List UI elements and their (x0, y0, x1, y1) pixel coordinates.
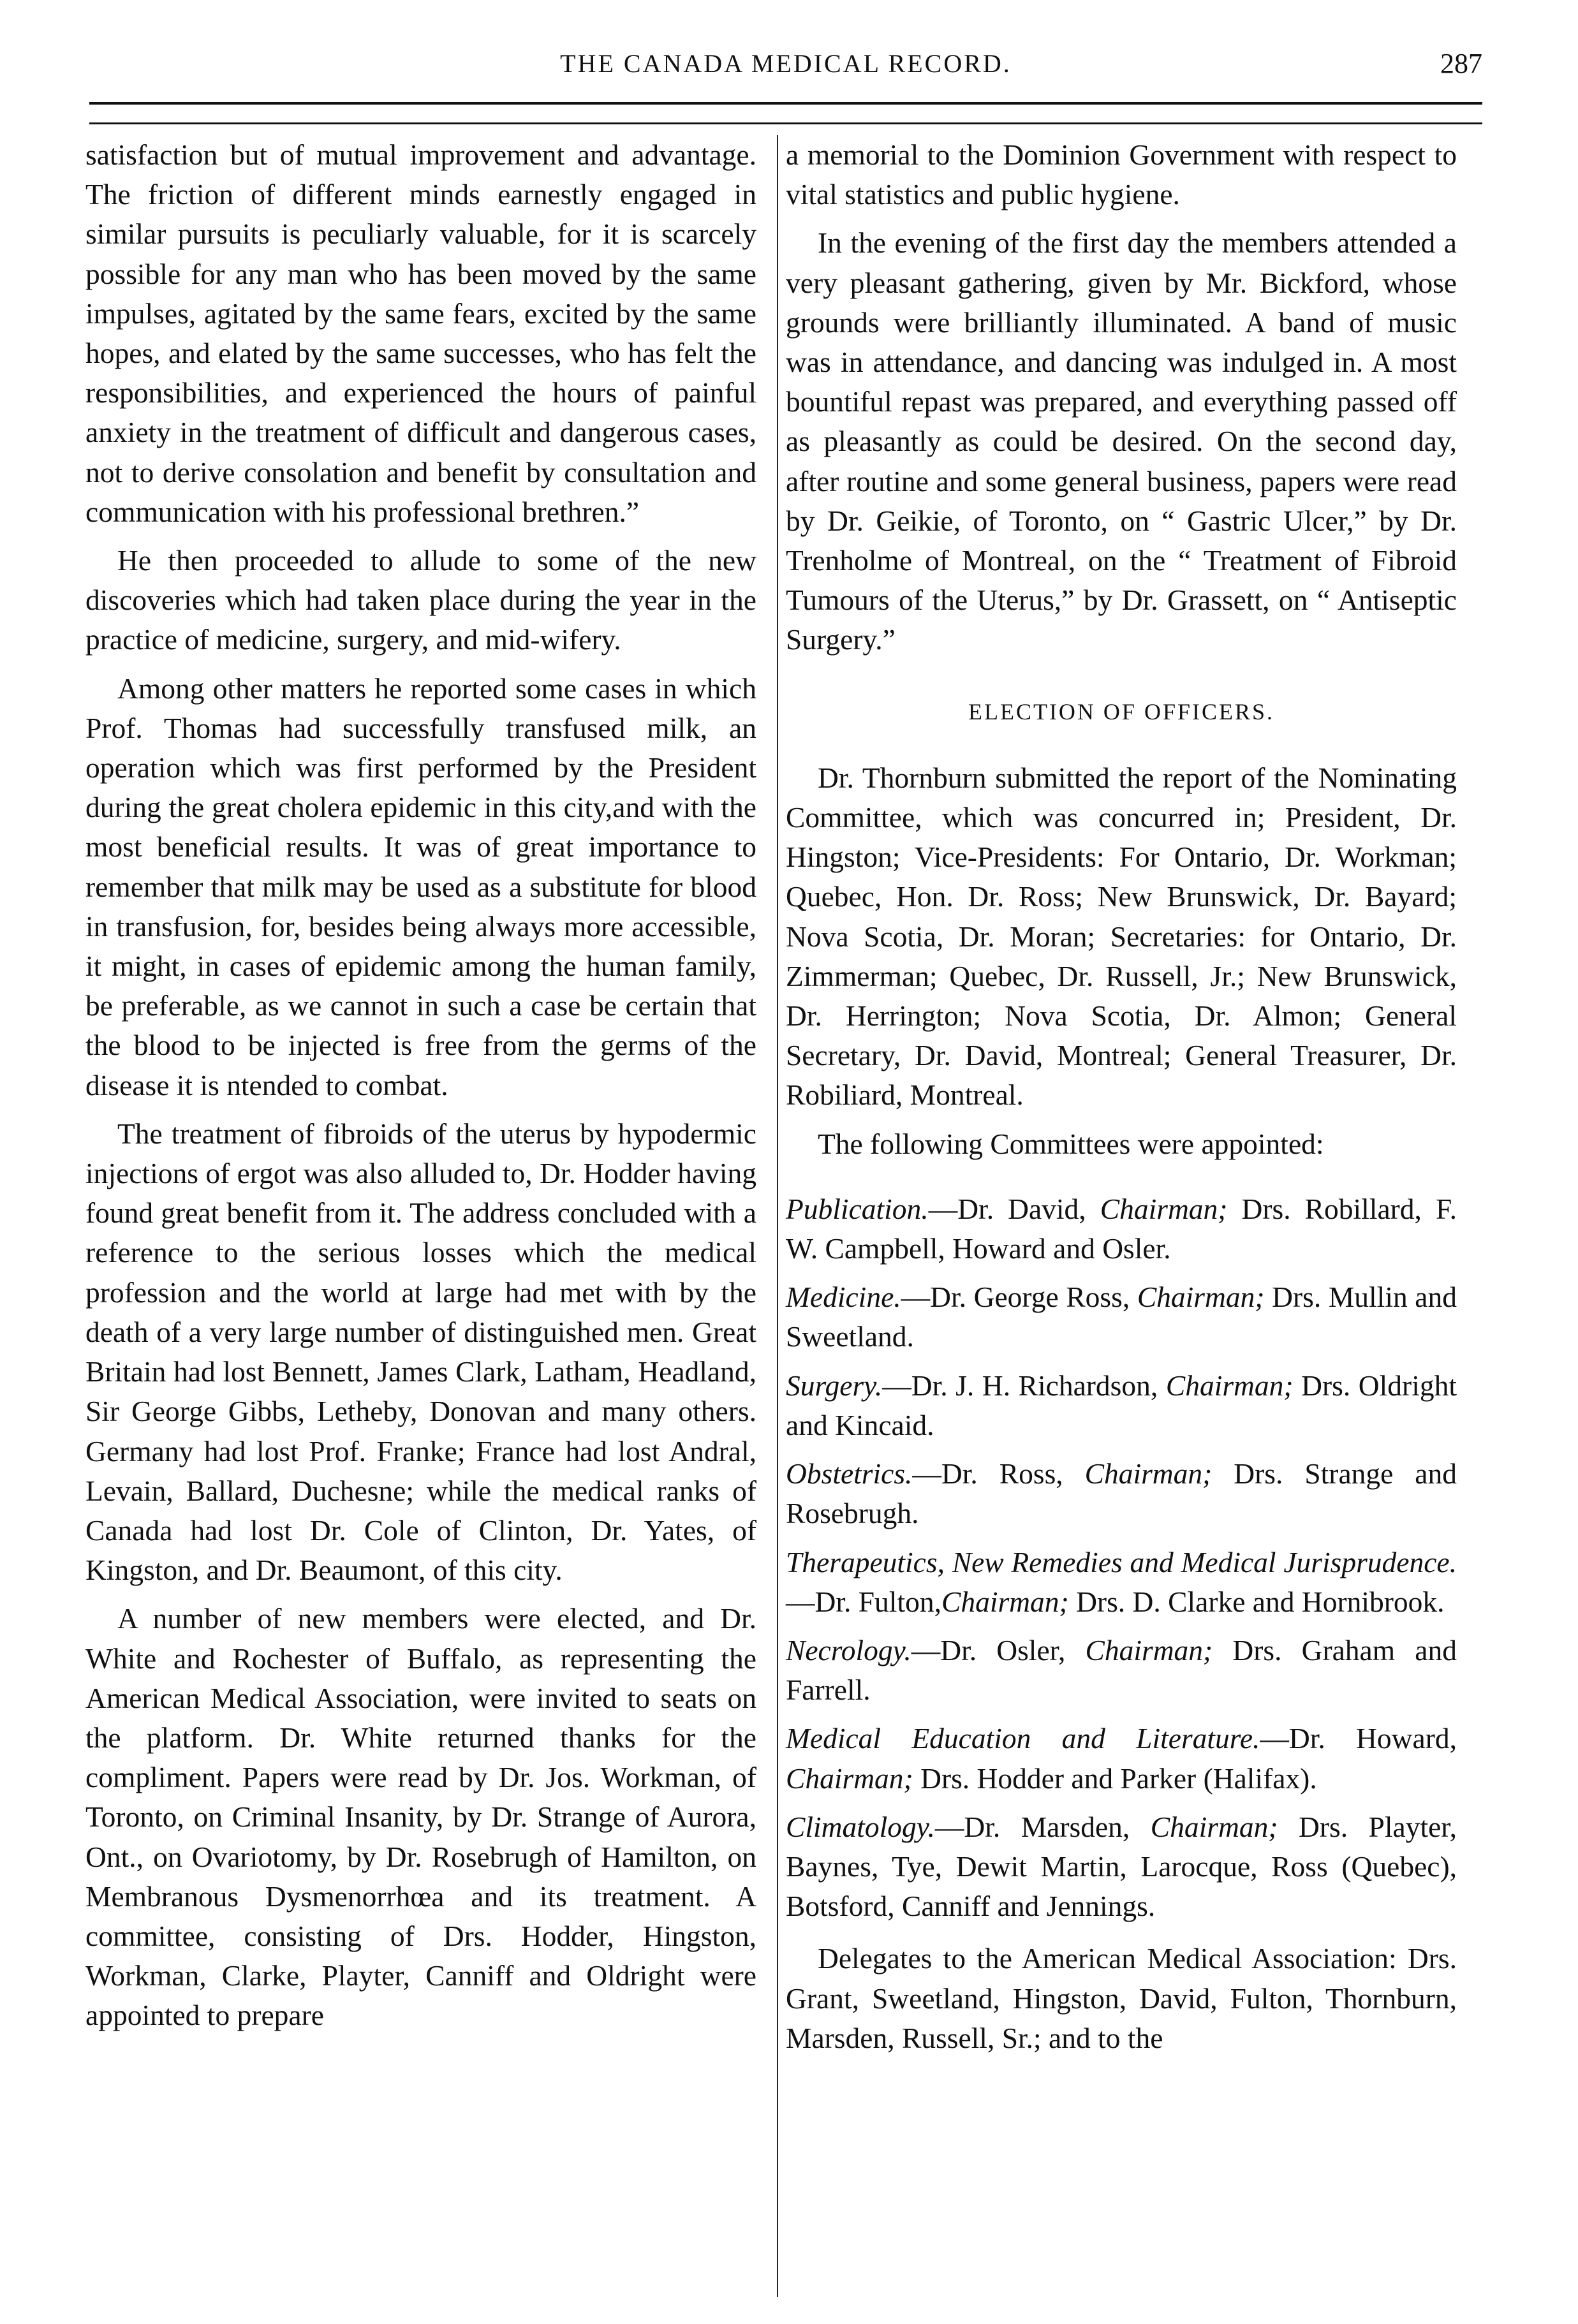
committee-name: Publication. (786, 1192, 929, 1225)
committee-entry (786, 1631, 1457, 1710)
paragraph: The treatment of fibroids of the uterus by hypodermic injections of ergot was also alluded to, Dr. Hodder having found great benefit from it. The address concluded with a reference to the serious losses which the medical profession and the world at large had met with by the death of a very large number of distinguished men. Great Britain had lost Bennett, James Clark, Latham, Headland, Sir George Gibbs, Letheby, Donovan and many others. Germany had lost Prof. Franke; France had lost Andral, Levain, Ballard, Duchesne; while the medical ranks of Canada had lost Dr. Cole of Clinton, Dr. Yates, of Kingston, and Dr. Beaumont, of this city. (85, 1117, 756, 1587)
committee-chair: —Dr. Fulton, (786, 1585, 941, 1618)
section-heading: ELECTION OF OFFICERS. (968, 698, 1275, 724)
committee-chair: —Dr. George Ross, (901, 1281, 1137, 1314)
chairman-label: Chairman; (1150, 1810, 1278, 1843)
committee-members: Drs. Graham and Farrell. (786, 1633, 1457, 1707)
running-head (89, 45, 1482, 89)
committee-name: Medicine. (786, 1281, 901, 1314)
committee-name: Medical Education and Literature. (786, 1722, 1260, 1755)
journal-title: THE CANADA MEDICAL RECORD. (560, 49, 1012, 78)
committee-members: Drs. Strange and Rosebrugh. (786, 1457, 1457, 1530)
committee-members: Drs. D. Clarke and Hornibrook. (1068, 1585, 1445, 1618)
committee-members: Drs. Hodder and Parker (Halifax). (913, 1761, 1317, 1795)
chairman-label: Chairman; (786, 1761, 913, 1795)
committee-entry (786, 1366, 1457, 1445)
committee-name: Obstetrics. (786, 1457, 913, 1490)
paragraph: a memorial to the Dominion Government with respect to vital statistics and public hygiene. (786, 138, 1457, 211)
committee-entry (786, 1719, 1457, 1798)
committee-members: Drs. Mullin and Sweetland. (786, 1281, 1457, 1353)
committee-name: Necrology. (786, 1633, 911, 1666)
paragraph: satisfaction but of mutual improvement and advantage. The friction of different minds earnestly engaged in similar pursuits is peculiarly valuable, for it is scarcely possible for any man who has been moved by the same impulses, agitated by the same fears, excited by the same hopes, and elated by the same successes, who has felt the responsibilities, and experienced the hours of painful anxiety in the treatment of difficult and dangerous cases, not to derive consolation and benefit by consultation and communication with his professional brethren.” (85, 138, 756, 528)
committee-chair: —Dr. Marsden, (934, 1810, 1151, 1843)
header-rule-top (89, 102, 1482, 105)
paragraph: The following Committees were appointed: (818, 1127, 1324, 1160)
paragraph: Dr. Thornburn submitted the report of the Nominating Committee, which was concurred in; President, Dr. Hingston; Vice-Presidents: For Ontario, Dr. Workman; Quebec, Hon. Dr. Ross; New Brunswick, Dr. Bayard; Nova Scotia, Dr. Moran; Secretaries: for Ontario, Dr. Zimmerman; Quebec, Dr. Russell, Jr.; New Brunswick, Dr. Herrington; Nova Scotia, Dr. Almon; General Secretary, Dr. David, Montreal; General Treasurer, Dr. Robiliard, Montreal. (786, 761, 1457, 1112)
chairman-label: Chairman; (1085, 1633, 1213, 1666)
committee-chair: —Dr. Howard, (1260, 1722, 1457, 1755)
column-divider (777, 135, 778, 2297)
paragraph: He then proceeded to allude to some of the new discoveries which had taken place during the year in the practice of medicine, surgery, and mid-wifery. (85, 544, 756, 656)
committee-chair: —Dr. J. H. Richardson, (882, 1369, 1166, 1402)
paragraph: Delegates to the American Medical Association: Drs. Grant, Sweetland, Hingston, David, Fulton, Thornburn, Marsden, Russell, Sr.; and to the (786, 1942, 1457, 2054)
committee-chair: —Dr. Ross, (912, 1457, 1085, 1490)
committee-name: Climatology. (786, 1810, 935, 1843)
committee-name: Surgery. (786, 1369, 883, 1402)
chairman-label: Chairman; (1084, 1457, 1213, 1490)
left-column (85, 135, 756, 2045)
committee-chair: —Dr. Osler, (911, 1633, 1086, 1666)
page-number: 287 (1440, 48, 1482, 79)
paragraph: In the evening of the first day the members attended a very pleasant gathering, given by Mr. Bickford, whose grounds were brilliantly illuminated. A band of music was in attendance, and dancing was indulged in. A most bountiful repast was prepared, and everything passed off as pleasantly as could be desired. On the second day, after routine and some general business, papers were read by Dr. Geikie, of Toronto, on “ Gastric Ulcer,” by Dr. Trenholme of Montreal, on the “ Treatment of Fibroid Tumours of the Uterus,” by Dr. Grassett, on “ Antiseptic Surgery.” (786, 226, 1457, 656)
committee-entry (786, 1543, 1457, 1622)
chairman-label: Chairman; (1165, 1369, 1294, 1402)
header-rule-bottom (89, 122, 1482, 124)
committee-entry (786, 1189, 1457, 1269)
chairman-label: Chairman; (941, 1585, 1069, 1618)
committee-members: Drs. Oldright and Kincaid. (786, 1369, 1457, 1441)
paragraph: A number of new members were elected, and Dr. White and Rochester of Buffalo, as representing the American Medical Association, were invited to seats on the platform. Dr. White returned thanks for the compliment. Papers were read by Dr. Jos. Workman, of Toronto, on Criminal Insanity, by Dr. Strange of Aurora, Ont., on Ovariotomy, by Dr. Rosebrugh of Hamilton, on Membranous Dysmenorrhœa and its treatment. A committee, consisting of Drs. Hodder, Hingston, Workman, Clarke, Playter, Canniff and Oldright were appointed to prepare (85, 1602, 756, 2032)
right-column (786, 135, 1457, 2067)
committee-members: Drs. Playter, Baynes, Tye, Dewit Martin, Larocque, Ross (Quebec), Botsford, Canniff and Jennings. (786, 1810, 1457, 1923)
chairman-label: Chairman; (1137, 1281, 1265, 1314)
committee-entry (786, 1277, 1457, 1357)
committee-members: Drs. Robillard, F. W. Campbell, Howard and Osler. (786, 1192, 1457, 1265)
chairman-label: Chairman; (1100, 1192, 1228, 1225)
committee-chair: —Dr. David, (928, 1192, 1100, 1225)
committee-entry (786, 1454, 1457, 1533)
paragraph: Among other matters he reported some cases in which Prof. Thomas had successfully transfused milk, an operation which was first performed by the President during the great cholera epidemic in this city,and with the most beneficial results. It was of great importance to remember that milk may be used as a substitute for blood in transfusion, for, besides being always more accessible, it might, in cases of epidemic among the human family, be preferable, as we cannot in such a case be certain that the blood to be injected is free from the germs of the disease it is ntended to combat. (85, 672, 756, 1101)
committee-entry (786, 1807, 1457, 1927)
committee-name: Therapeutics, New Remedies and Medical Jurisprudence. (786, 1545, 1457, 1578)
